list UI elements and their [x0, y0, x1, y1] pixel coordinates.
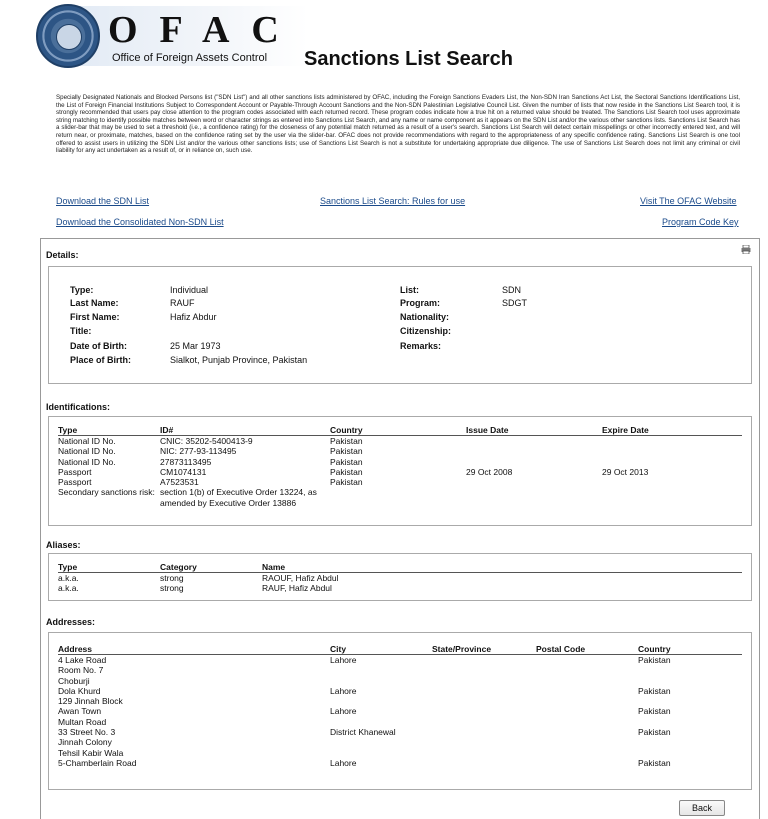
- logo-subtitle: Office of Foreign Assets Control: [112, 52, 268, 64]
- identifications-table: [58, 424, 742, 508]
- table-row: [58, 655, 742, 686]
- table-cell: 27873113495: [160, 456, 212, 467]
- addresses-header-0: Address: [58, 643, 330, 655]
- program-label: Program:: [400, 298, 441, 308]
- table-row: [58, 436, 742, 447]
- details-box: [48, 266, 752, 384]
- list-label: List:: [400, 285, 419, 295]
- table-row: [58, 477, 742, 487]
- table-cell: [602, 457, 742, 467]
- table-cell: National ID No.: [58, 456, 116, 467]
- table-cell: Passport: [58, 466, 92, 477]
- addresses-title: Addresses:: [46, 617, 96, 627]
- identifications-header-3: Issue Date: [466, 424, 602, 436]
- disclaimer-text: Specially Designated Nationals and Blocked Persons list ("SDN List") and all other sanctions lists administered by OFAC, including the Foreign Sanctions Evaders List, the Non-SDN Iran Sanctions Act List, the Sectoral Sanctions Identifications List, the List of Foreign Financial Institutions Subject to Correspondent Account or Payable-Through Account Sanctions and the Non-SDN Palestinian Legislative Council List. Given the number of lists that now reside in the Sanctions List Search tool, it is strongly recommended that users pay close attention to the program codes associated with each returned record. These program codes indicate how a true hit on a returned value should be treated. The Sanctions List Search tool uses approximate string matching to identify possible matches between word or character strings as entered into Sanctions List Search, and any name or name component as it appears on the SDN List and/or the various other sanctions lists. Sanctions List Search has a slider-bar that may be used to set a threshold (i.e., a confidence rating) for the closeness of any potential match returned as a result of a user's search. Sanctions List Search will detect certain misspellings or other incorrectly entered text, and will return near, or proximate, matches, based on the confidence rating set by the user via the slider-bar. OFAC does not provide recommendations with regard to the appropriateness of any specific confidence rating. Sanctions List Search is one tool offered to assist users in utilizing the SDN List and/or the various other sanctions lists; use of Sanctions List Search is not a substitute for undertaking appropriate due diligence. The use of Sanctions List Search does not limit any criminal or civil liability for any act undertaken as a result of, or in reliance on, such use.: [56, 94, 740, 155]
- addresses-header-3: Postal Code: [536, 643, 638, 655]
- treasury-seal-icon: [36, 4, 100, 68]
- table-cell: CM1074131: [160, 466, 207, 477]
- table-cell: National ID No.: [58, 446, 116, 457]
- table-cell: strong: [160, 583, 184, 594]
- rules-for-use-link[interactable]: Sanctions List Search: Rules for use: [320, 196, 466, 206]
- table-cell: [602, 436, 742, 447]
- table-cell: [432, 686, 536, 727]
- table-cell: [602, 446, 742, 456]
- table-cell: RAOUF, Hafiz Abdul: [262, 573, 339, 583]
- table-cell: [466, 487, 602, 508]
- citizenship-label: Citizenship:: [400, 326, 451, 336]
- table-cell: RAUF, Hafiz Abdul: [262, 583, 332, 594]
- table-cell: [466, 477, 602, 487]
- aliases-header-1: Category: [160, 561, 262, 573]
- addresses-header-1: City: [330, 643, 432, 655]
- table-cell: Secondary sanctions risk:: [58, 487, 155, 498]
- table-cell: Lahore: [330, 655, 357, 665]
- identifications-header-0: Type: [58, 424, 160, 436]
- table-cell: [602, 487, 742, 508]
- table-cell: Lahore Lahore: [330, 685, 357, 717]
- table-cell: 5-Chamberlain Road: [58, 757, 137, 768]
- table-row: [58, 727, 742, 758]
- title-label: Title:: [70, 326, 92, 336]
- table-cell: [432, 655, 536, 686]
- table-cell: National ID No.: [58, 436, 116, 446]
- table-cell: Passport: [58, 477, 92, 488]
- dob-label: Date of Birth:: [70, 341, 127, 351]
- table-row: [58, 573, 742, 584]
- table-cell: Lahore: [330, 757, 357, 768]
- table-cell: a.k.a.: [58, 583, 79, 594]
- table-cell: [536, 727, 638, 758]
- addresses-header-2: State/Province: [432, 643, 536, 655]
- table-cell: 29 Oct 2008: [466, 466, 513, 477]
- table-cell: 4 Lake Road Room No. 7 Choburji: [58, 655, 107, 686]
- table-cell: [466, 446, 602, 456]
- download-sdn-link[interactable]: Download the SDN List: [56, 196, 150, 206]
- table-row: [58, 583, 742, 593]
- aliases-header-2: Name: [262, 561, 742, 573]
- table-cell: section 1(b) of Executive Order 13224, as amended by Executive Order 13886: [160, 487, 317, 508]
- table-cell: 33 Street No. 3 Jinnah Colony Tehsil Kabir Wala: [58, 727, 124, 758]
- table-cell: a.k.a.: [58, 573, 79, 583]
- identifications-header-1: ID#: [160, 424, 330, 436]
- table-cell: strong: [160, 573, 184, 583]
- addresses-header-4: Country: [638, 643, 742, 655]
- aliases-header-0: Type: [58, 561, 160, 573]
- first-name-value: Hafiz Abdur: [170, 312, 217, 322]
- identifications-header-2: Country: [330, 424, 466, 436]
- type-label: Type:: [70, 285, 94, 295]
- table-cell: [432, 727, 536, 758]
- table-cell: Pakistan: [330, 466, 363, 477]
- table-cell: [536, 758, 638, 768]
- table-cell: Dola Khurd 129 Jinnah Block Awan Town Multan Road: [58, 685, 123, 727]
- table-cell: 29 Oct 2013: [602, 466, 649, 477]
- table-row: [58, 467, 742, 477]
- table-row: [58, 686, 742, 727]
- page-header: [0, 0, 768, 80]
- table-cell: Pakistan: [330, 456, 363, 467]
- table-cell: Pakistan: [638, 757, 671, 768]
- table-cell: Pakistan: [330, 477, 363, 488]
- remarks-label: Remarks:: [400, 341, 442, 351]
- dob-value: 25 Mar 1973: [170, 341, 221, 351]
- ofac-logo-text: OFAC: [108, 9, 301, 51]
- download-consolidated-link[interactable]: Download the Consolidated Non-SDN List: [56, 217, 224, 227]
- identifications-title: Identifications:: [46, 402, 111, 412]
- table-cell: [432, 758, 536, 768]
- table-cell: Pakistan Pakistan: [638, 685, 671, 717]
- aliases-title: Aliases:: [46, 540, 81, 550]
- pob-value: Sialkot, Punjab Province, Pakistan: [170, 355, 308, 365]
- pob-label: Place of Birth:: [70, 355, 132, 365]
- table-row: [58, 457, 742, 467]
- identifications-header-4: Expire Date: [602, 424, 742, 436]
- addresses-table: [58, 643, 742, 768]
- print-icon[interactable]: [741, 245, 751, 254]
- page-title: Sanctions List Search: [304, 48, 513, 70]
- table-cell: [536, 686, 638, 727]
- table-cell: NIC: 277-93-113495: [160, 446, 237, 457]
- back-button[interactable]: Back: [679, 800, 725, 816]
- last-name-label: Last Name:: [70, 298, 119, 308]
- table-cell: [602, 477, 742, 487]
- details-title: Details:: [46, 250, 79, 260]
- table-cell: Pakistan: [638, 655, 671, 665]
- table-cell: Pakistan: [330, 436, 363, 446]
- table-cell: [536, 655, 638, 686]
- last-name-value: RAUF: [170, 298, 195, 308]
- table-cell: [466, 436, 602, 447]
- table-row: [58, 758, 742, 768]
- type-value: Individual: [170, 285, 209, 295]
- list-value: SDN: [502, 285, 522, 295]
- visit-ofac-link[interactable]: Visit The OFAC Website: [640, 196, 737, 206]
- table-cell: [466, 457, 602, 467]
- table-cell: District Khanewal: [330, 727, 396, 738]
- table-row: [58, 446, 742, 456]
- program-value: SDGT: [502, 298, 528, 308]
- nationality-label: Nationality:: [400, 312, 450, 322]
- table-row: [58, 487, 742, 508]
- aliases-table: [58, 561, 742, 594]
- table-cell: [330, 487, 466, 508]
- table-cell: CNIC: 35202-5400413-9: [160, 436, 253, 446]
- table-cell: Pakistan: [638, 727, 671, 738]
- table-cell: A7523531: [160, 477, 199, 488]
- program-code-key-link[interactable]: Program Code Key: [662, 217, 739, 227]
- table-cell: Pakistan: [330, 446, 363, 457]
- first-name-label: First Name:: [70, 312, 120, 322]
